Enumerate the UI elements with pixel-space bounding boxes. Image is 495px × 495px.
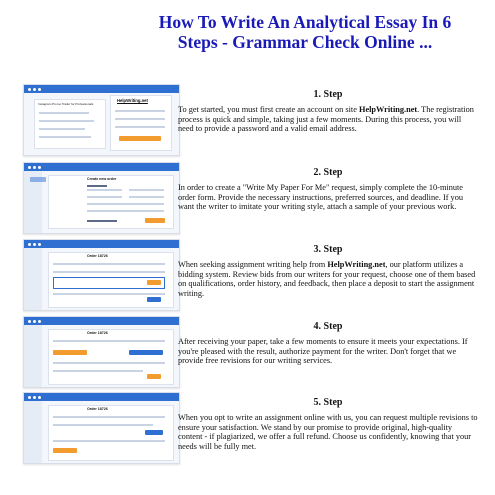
- line: [39, 136, 91, 138]
- authorize-button[interactable]: [53, 350, 87, 355]
- window-dot-icon: [28, 166, 31, 169]
- input-field[interactable]: [129, 189, 164, 191]
- window-dot-icon: [33, 243, 36, 246]
- sidebar: [24, 248, 42, 310]
- request-revision-button[interactable]: [53, 448, 77, 453]
- window-dot-icon: [28, 88, 31, 91]
- input-field[interactable]: [87, 203, 164, 205]
- brand-logo: HelpWriting.net: [117, 98, 148, 103]
- signup-button[interactable]: [119, 136, 161, 141]
- step-description: When you opt to write an assignment online with us, you can request multiple revisions to ensure your satisfaction. We stand by our promise to provide original, high-quality content - if plagiarized, we offer a full refund. Choose us confidently, knowing that your needs will be fully met.: [178, 413, 478, 451]
- window-titlebar: [24, 85, 179, 93]
- line: [53, 340, 165, 342]
- step-description: After receiving your paper, take a few moments to ensure it meets your expectations. If you're pleased with the result, authorize payment for the writer. Don't forget that we provide free revisions for our writing services.: [178, 337, 468, 366]
- window-dot-icon: [33, 166, 36, 169]
- step-2-screenshot: [23, 162, 180, 234]
- password-field[interactable]: [115, 118, 165, 120]
- window-dot-icon: [38, 396, 41, 399]
- window-titlebar: [24, 393, 179, 401]
- line: [39, 120, 94, 122]
- step-description: To get started, you must first create an account on site HelpWriting.net. The registration process is quick and simple, taking just a few moments. During this process, you will need to provide a password and a valid email address.: [178, 105, 474, 134]
- window-dot-icon: [38, 166, 41, 169]
- step-heading: 1. Step: [313, 89, 343, 100]
- confirm-field[interactable]: [115, 126, 165, 128]
- step-3-screenshot: [23, 239, 180, 311]
- step-heading: 5. Step: [313, 397, 343, 408]
- window-dot-icon: [28, 243, 31, 246]
- signup-form: [110, 95, 172, 151]
- revision-panel: [48, 405, 174, 461]
- step-description: In order to create a "Write My Paper For Me" request, simply complete the 10-minute order form. Provide the necessary instructions, preferred sources, and deadline. If you want the writer to imitate your writing style, attach a sample of your previous work.: [178, 183, 463, 212]
- step-heading: 4. Step: [313, 321, 343, 332]
- sidebar: [24, 401, 42, 463]
- step-2: [0, 162, 495, 242]
- window-titlebar: [24, 163, 179, 171]
- bid-row[interactable]: [53, 271, 165, 273]
- input-field[interactable]: [87, 196, 122, 198]
- line: [39, 128, 85, 130]
- window-dot-icon: [38, 243, 41, 246]
- bid-row[interactable]: [53, 293, 165, 295]
- promo-heading: Instagram Promo Trailer for Professionals: [38, 102, 94, 106]
- order-form: [48, 175, 174, 229]
- window-dot-icon: [38, 320, 41, 323]
- window-dot-icon: [28, 320, 31, 323]
- line: [53, 370, 143, 372]
- form-heading: Create new order: [87, 177, 117, 181]
- window-dot-icon: [33, 396, 36, 399]
- step-heading: 2. Step: [313, 167, 343, 178]
- revision-button[interactable]: [129, 350, 163, 355]
- line: [53, 424, 153, 426]
- next-button[interactable]: [145, 218, 165, 223]
- order-heading: Order 18726: [87, 407, 108, 411]
- line: [53, 416, 165, 418]
- label: [87, 185, 107, 187]
- step-5-screenshot: [23, 392, 180, 464]
- download-button[interactable]: [147, 374, 161, 379]
- step-heading: 3. Step: [313, 244, 343, 255]
- step-description: When seeking assignment writing help from HelpWriting.net, our platform utilizes a bidding system. Review bids from our writers for your request, choose one of them based on qualifications, order history, and feedback, then place a deposit to start the assignment writing.: [178, 260, 476, 298]
- step-3: [0, 239, 495, 319]
- order-heading: Order 18726: [87, 254, 108, 258]
- input-field[interactable]: [87, 210, 164, 212]
- step-5: [0, 392, 495, 472]
- step-4-screenshot: [23, 316, 180, 388]
- window-titlebar: [24, 240, 179, 248]
- input-field[interactable]: [87, 189, 122, 191]
- line: [53, 362, 165, 364]
- page-title: How To Write An Analytical Essay In 6 Steps - Grammar Check Online ...: [158, 12, 452, 52]
- window-titlebar: [24, 317, 179, 325]
- line: [39, 112, 89, 114]
- step-1-screenshot: [23, 84, 180, 156]
- bid-row[interactable]: [53, 263, 165, 265]
- step-1: [0, 84, 495, 164]
- bids-panel: [48, 252, 174, 308]
- input-field[interactable]: [129, 196, 164, 198]
- step-4: [0, 316, 495, 396]
- window-dot-icon: [33, 88, 36, 91]
- submit-button[interactable]: [145, 430, 163, 435]
- window-dot-icon: [38, 88, 41, 91]
- order-heading: Order 18726: [87, 331, 108, 335]
- hire-button[interactable]: [147, 297, 161, 302]
- paper-panel: [48, 329, 174, 385]
- hire-button[interactable]: [147, 280, 161, 285]
- sidebar-item[interactable]: [30, 177, 46, 182]
- price-label: [87, 220, 117, 222]
- window-dot-icon: [28, 396, 31, 399]
- window-dot-icon: [33, 320, 36, 323]
- sidebar: [24, 325, 42, 387]
- promo-card: [34, 99, 106, 149]
- email-field[interactable]: [115, 110, 165, 112]
- line: [53, 440, 165, 442]
